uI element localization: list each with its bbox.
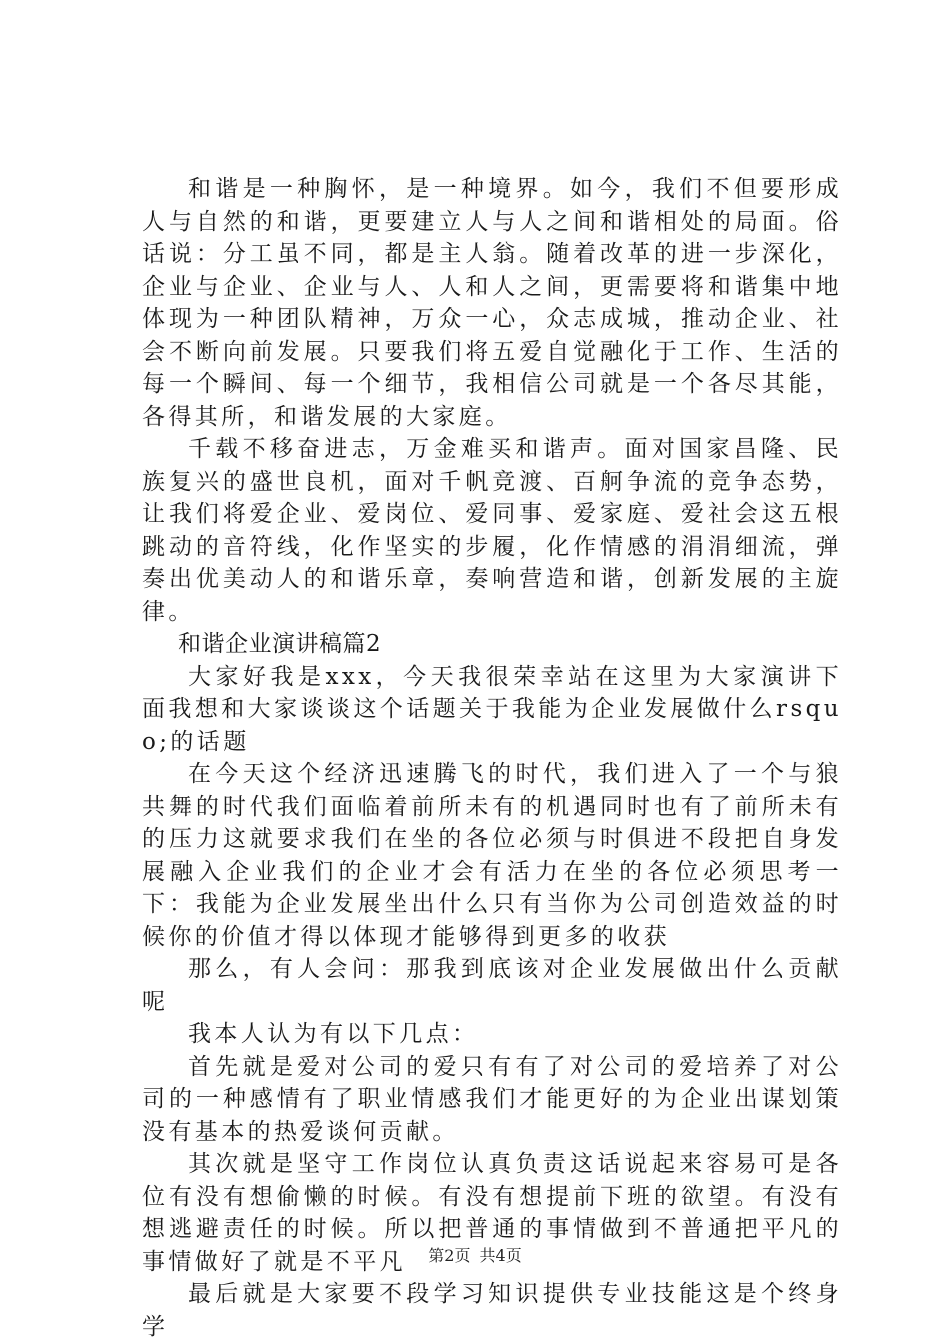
paragraph: 那么，有人会问：那我到底该对企业发展做出什么贡献呢 <box>142 956 842 1015</box>
total-pages: 共4页 <box>479 1246 522 1265</box>
page-number: 第2页 <box>428 1246 471 1265</box>
page-footer <box>0 1243 950 1266</box>
paragraph: 和谐是一种胸怀，是一种境界。如今，我们不但要形成人与自然的和谐，更要建立人与人之间和谐相处的局面。俗话说：分工虽不同，都是主人翁。随着改革的进一步深化，企业与企业、企业与人、人和人之间，更需要将和谐集中地体现为一种团队精神，万众一心，众志成城，推动企业、社会不断向前发展。只要我们将五爱自觉融化于工作、生活的每一个瞬间、每一个细节，我相信公司就是一个各尽其能，各得其所，和谐发展的大家庭。 <box>142 176 842 430</box>
paragraph: 在今天这个经济迅速腾飞的时代，我们进入了一个与狼共舞的时代我们面临着前所未有的机遇同时也有了前所未有的压力这就要求我们在坐的各位必须与时俱进不段把自身发展融入企业我们的企业才会有活力在坐的各位必须思考一下：我能为企业发展坐出什么只有当你为公司创造效益的时候你的价值才得以体现才能够得到更多的收获 <box>142 761 842 950</box>
paragraph: 大家好我是xxx，今天我很荣幸站在这里为大家演讲下面我想和大家谈谈这个话题关于我能为企业发展做什么rsquo;的话题 <box>142 663 842 755</box>
paragraph: 其次就是坚守工作岗位认真负责这话说起来容易可是各位有没有想偷懒的时候。有没有想提前下班的欲望。有没有想逃避责任的时候。所以把普通的事情做到不普通把平凡的事情做好了就是不平凡 <box>142 1151 842 1275</box>
paragraph: 最后就是大家要不段学习知识提供专业技能这是个终身学 <box>142 1281 842 1340</box>
section-title: 和谐企业演讲稿篇2 <box>178 631 382 657</box>
paragraph: 我本人认为有以下几点： <box>188 1021 479 1047</box>
paragraph: 首先就是爱对公司的爱只有有了对公司的爱培养了对公司的一种感情有了职业情感我们才能更好的为企业出谋划策没有基本的热爱谈何贡献。 <box>142 1053 842 1145</box>
paragraph: 千载不移奋进志，万金难买和谐声。面对国家昌隆、民族复兴的盛世良机，面对千帆竞渡、百舸争流的竞争态势，让我们将爱企业、爱岗位、爱同事、爱家庭、爱社会这五根跳动的音符线，化作坚实的步履，化作情感的涓涓细流，弹奏出优美动人的和谐乐章，奏响营造和谐，创新发展的主旋律。 <box>142 436 842 625</box>
document-body <box>142 173 842 1343</box>
